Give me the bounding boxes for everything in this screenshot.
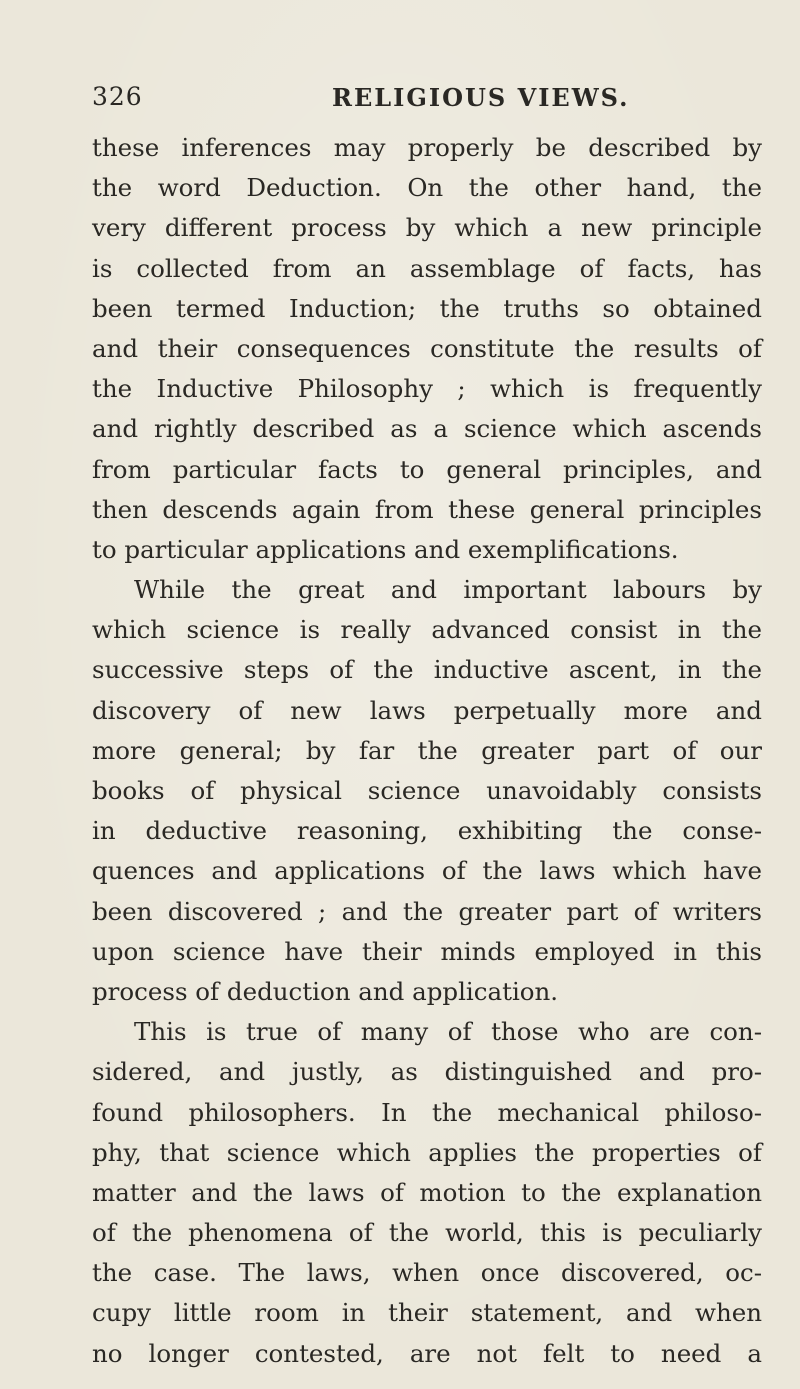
- body-text: [92, 128, 762, 1374]
- text-line: found philosophers. In the mechanical philoso-: [92, 1097, 762, 1127]
- text-line: the word Deduction. On the other hand, the: [92, 173, 762, 203]
- text-line: and rightly described as a science which ascends: [92, 414, 762, 444]
- text-line: upon science have their minds employed in this: [92, 936, 762, 966]
- text-line: matter and the laws of motion to the explanation: [92, 1177, 762, 1207]
- text-line: been discovered ; and the greater part of writers: [92, 896, 762, 926]
- text-line: no longer contested, are not felt to need a: [92, 1338, 762, 1368]
- text-line: books of physical science unavoidably consists: [92, 776, 762, 805]
- text-line: in deductive reasoning, exhibiting the conse-: [92, 816, 762, 846]
- text-line: quences and applications of the laws which have: [92, 856, 762, 886]
- running-head: RELIGIOUS VIEWS.: [332, 83, 630, 112]
- text-line: very different process by which a new principle: [92, 213, 762, 243]
- page-header: [92, 82, 772, 122]
- text-line: from particular facts to general principles, and: [92, 454, 762, 484]
- text-line: is collected from an assemblage of facts, has: [92, 253, 762, 283]
- paragraph-3: [92, 1012, 762, 1374]
- text-line: the case. The laws, when once discovered, oc-: [92, 1258, 762, 1288]
- text-line: While the great and important labours by: [134, 575, 762, 605]
- paragraph-2: [92, 570, 762, 1012]
- paragraph-1: [92, 128, 762, 570]
- text-line: and their consequences constitute the results of: [92, 333, 762, 363]
- text-line: which science is really advanced consist in the: [92, 615, 762, 645]
- text-line: discovery of new laws perpetually more and: [92, 695, 762, 725]
- text-line: of the phenomena of the world, this is peculiarly: [92, 1218, 762, 1248]
- text-line: phy, that science which applies the properties of: [92, 1137, 762, 1167]
- text-line: cupy little room in their statement, and when: [92, 1298, 762, 1328]
- text-line: sidered, and justly, as distinguished and pro-: [92, 1057, 762, 1087]
- text-line: This is true of many of those who are con-: [134, 1017, 762, 1047]
- text-line: more general; by far the greater part of our: [92, 735, 762, 765]
- text-line: the Inductive Philosophy ; which is frequently: [92, 374, 762, 404]
- page-number: 326: [92, 82, 143, 111]
- text-line: process of deduction and application.: [92, 976, 559, 1006]
- text-line: been termed Induction; the truths so obtained: [92, 293, 762, 323]
- text-line: then descends again from these general principles: [92, 494, 762, 524]
- text-line: successive steps of the inductive ascent, in the: [92, 655, 762, 685]
- text-line: to particular applications and exemplifications.: [92, 534, 679, 564]
- text-line: these inferences may properly be described by: [92, 133, 762, 162]
